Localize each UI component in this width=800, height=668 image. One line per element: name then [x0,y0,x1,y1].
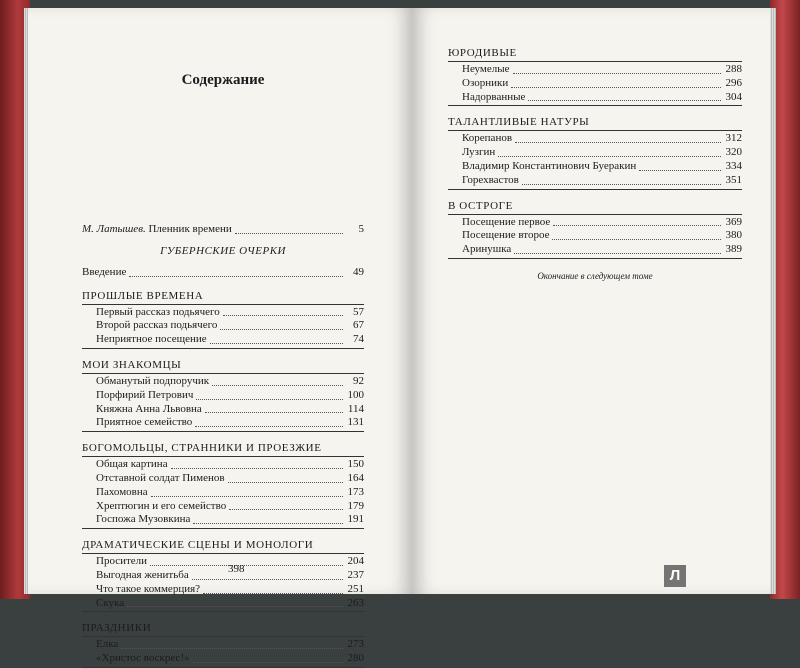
toc-entry: Обманутый подпоручик 92 [96,374,364,387]
section-heading: МОИ ЗНАКОМЦЫ [82,359,364,374]
toc-entry: Горехвастов 351 [462,173,742,186]
toc-entry: Что такое коммерция? 251 [96,582,364,595]
toc-section [82,290,364,349]
toc-right [448,47,742,281]
toc-entry: Пахомовна 173 [96,485,364,498]
toc-entry: Корепанов 312 [462,132,742,145]
toc-section [82,539,364,612]
intro-title: Пленник времени [148,223,232,235]
toc-entry: Хрептюгин и его семейство 179 [96,499,364,512]
page-ref: 5 [358,223,364,235]
toc-section [82,622,364,668]
toc-entry: Выгодная женитьба 237 [96,568,364,581]
toc-entry: Приятное семейство 131 [96,416,364,429]
continuation-note: Окончание в следующем томе [537,270,653,281]
section-heading: БОГОМОЛЬЦЫ, СТРАННИКИ И ПРОЕЗЖИЕ [82,442,364,457]
toc-section [82,442,364,529]
contents-title: Содержание [181,72,265,88]
toc-entry: «Христос воскрес!» 280 [96,652,364,665]
toc-entry: Посещение первое 369 [462,215,742,228]
toc-entry: Госпожа Музовкина 191 [96,513,364,526]
toc-entry: Владимир Константинович Буеракин 334 [462,159,742,172]
toc-section [448,116,742,189]
section-heading: ДРАМАТИЧЕСКИЕ СЦЕНЫ И МОНОЛОГИ [82,539,364,554]
toc-entry: Просители 204 [96,555,364,568]
page-ref: 49 [353,265,364,278]
toc-entry: Неумелые 288 [462,63,742,75]
watermark-logo: Л [664,565,686,587]
section-heading: В ОСТРОГЕ [448,200,742,215]
toc-entry: Посещение второе 380 [462,229,742,242]
leader-dots [129,276,343,277]
page-edges-right [770,8,776,594]
toc-entry: Лузгин 320 [462,146,742,159]
part-title: ГУБЕРНСКИЕ ОЧЕРКИ [160,244,286,257]
page-number: 398 [228,563,245,575]
toc-left [82,60,364,668]
section-heading: ПРАЗДНИКИ [82,622,364,637]
intro-author: М. Латышев. [82,223,146,235]
toc-entry: Аринушка 389 [462,243,742,256]
leader-dots [235,233,343,234]
toc-entry: Общая картина 150 [96,458,364,471]
toc-entry: Озорники 296 [462,76,742,89]
section-heading: ТАЛАНТЛИВЫЕ НАТУРЫ [448,116,742,131]
toc-entry-intro-essay [82,223,364,237]
toc-entry: Первый рассказ подьячего 57 [96,305,364,318]
toc-section [82,359,364,432]
toc-entry: Княжна Анна Львовна 114 [96,402,364,415]
toc-entry: Отставной солдат Пименов 164 [96,471,364,484]
toc-entry: Елка 273 [96,638,364,651]
section-heading: ПРОШЛЫЕ ВРЕМЕНА [82,290,364,305]
toc-entry: Надорванные 304 [462,90,742,103]
toc-section [448,47,742,106]
toc-entry: Порфирий Петрович 100 [96,388,364,401]
toc-section [448,200,742,259]
section-heading: ЮРОДИВЫЕ [448,47,742,62]
toc-entry: Скука 263 [96,596,364,609]
toc-entry: Второй рассказ подьячего 67 [96,319,364,332]
toc-entry: Неприятное посещение 74 [96,333,364,346]
toc-entry-introduction: Введение 49 [82,265,364,278]
